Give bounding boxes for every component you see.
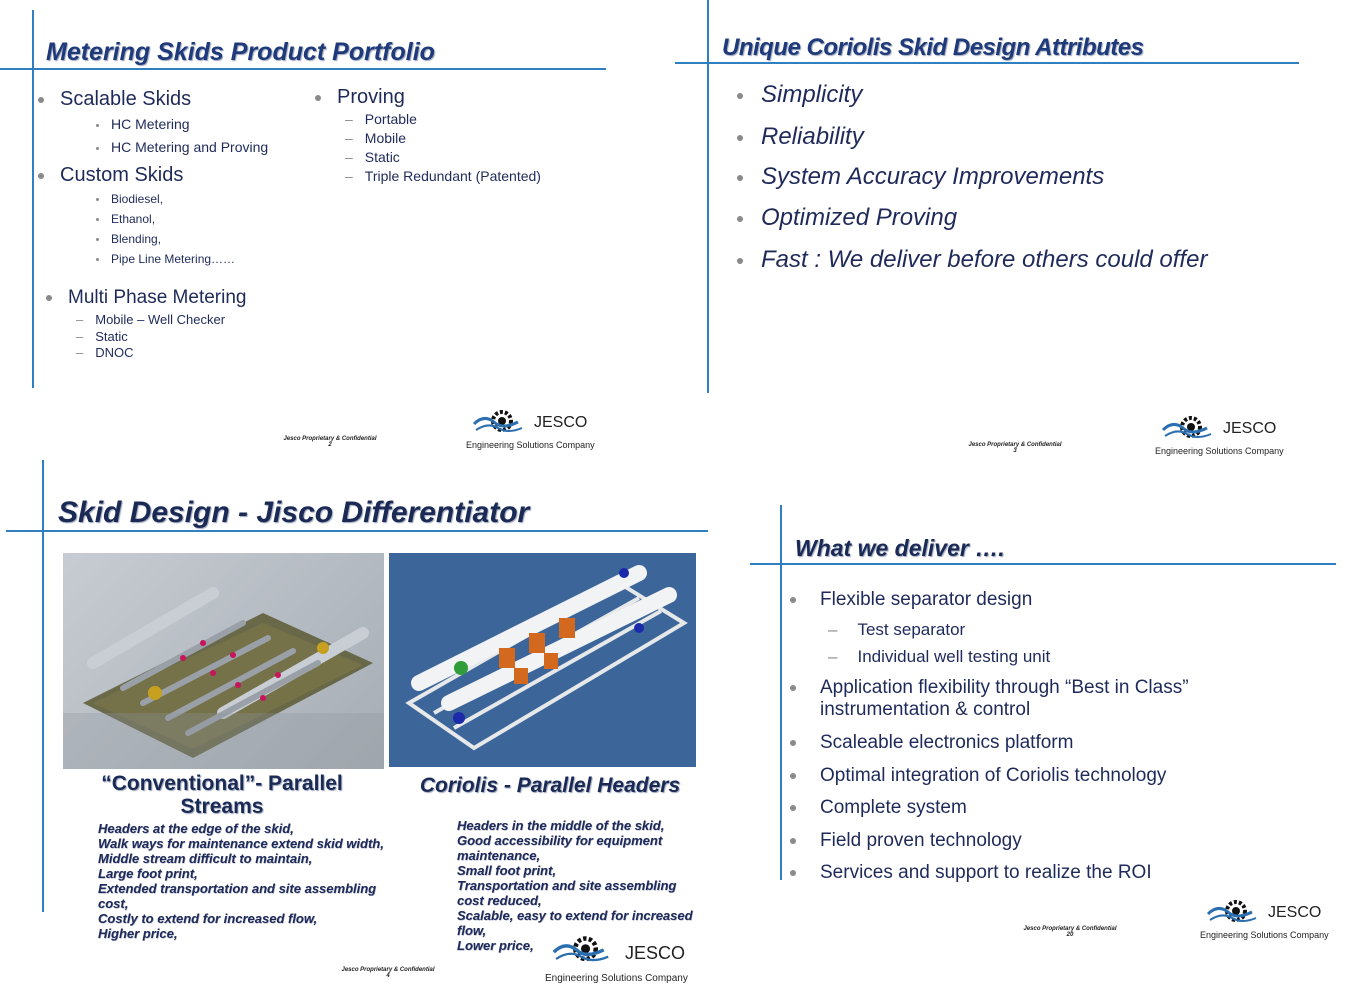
bullet-dot-icon — [38, 173, 44, 179]
bullet-dot-icon — [96, 238, 99, 241]
footer-page-number: 3 — [1013, 448, 1017, 454]
slide4-sub-item: – Individual well testing unit — [828, 647, 1051, 666]
bullet-dot-icon — [737, 216, 743, 222]
dash-icon: – — [76, 312, 84, 327]
slide4-title: What we deliver …. — [795, 535, 1005, 561]
slide1-sub-item: – Mobile — [345, 130, 407, 146]
bullet-dot-icon — [96, 218, 99, 221]
bullet-dot-icon — [790, 685, 796, 691]
footer-page-number: 4 — [386, 973, 390, 979]
conventional-skid-image — [63, 553, 384, 769]
slide4-sub-item: – Test separator — [828, 620, 966, 639]
logo-tagline: Engineering Solutions Company — [1155, 446, 1284, 456]
gear-wave-icon — [1161, 414, 1213, 444]
jesco-logo — [1200, 898, 1350, 948]
jesco-logo — [466, 408, 616, 458]
bullet-dot-icon — [737, 93, 743, 99]
slide1-bullet-multiphase: Multi Phase Metering — [46, 287, 246, 309]
slide4-horizontal-rule — [750, 563, 1336, 565]
slide1-horizontal-rule — [0, 68, 606, 70]
dash-icon: – — [828, 647, 838, 666]
logo-tagline: Engineering Solutions Company — [545, 973, 688, 984]
slide1-bullet-scalable: Scalable Skids — [38, 88, 191, 111]
slide3-footer — [328, 967, 448, 979]
note-line: Transportation and site assembling — [457, 878, 677, 893]
slide2-horizontal-rule — [675, 62, 1299, 64]
slide2-bullet: Optimized Proving — [737, 204, 957, 232]
slide4-bullet: Services and support to realize the ROI — [790, 862, 1152, 884]
dash-icon: – — [345, 149, 353, 165]
note-line: maintenance, — [457, 848, 541, 863]
slide1-sub-item: HC Metering — [96, 116, 190, 132]
slide1-sub-item: – Portable — [345, 111, 417, 127]
bullet-dot-icon — [737, 135, 743, 141]
bullet-dot-icon — [96, 258, 99, 261]
slide4-bullet: Optimal integration of Coriolis technology — [790, 765, 1166, 787]
note-line: Small foot print, — [457, 863, 556, 878]
slide2-vertical-rule — [707, 0, 709, 393]
bullet-dot-icon — [96, 147, 99, 150]
slide4-bullet — [790, 677, 1250, 721]
footer-page-number: 2 — [328, 442, 332, 448]
dash-icon: – — [76, 345, 84, 360]
logo-name: JESCO — [1268, 904, 1322, 921]
logo-name: JESCO — [625, 943, 686, 963]
slide1-sub-item: Ethanol, — [96, 212, 155, 226]
note-line: Middle stream difficult to maintain, — [98, 851, 313, 866]
jesco-logo — [1155, 414, 1305, 464]
slide2-bullet: Simplicity — [737, 81, 862, 109]
footer-confidential: Jesco Proprietary & Confidential — [968, 442, 1062, 448]
skid-render-icon — [63, 553, 384, 769]
slide4-bullet: Complete system — [790, 797, 967, 819]
slide1-bullet-custom: Custom Skids — [38, 164, 183, 187]
note-line: cost, — [98, 896, 129, 911]
dash-icon: – — [345, 111, 353, 127]
bullet-dot-icon — [737, 175, 743, 181]
slide1-sub-item: – Mobile – Well Checker — [76, 312, 226, 327]
slide3-right-caption: Coriolis - Parallel Headers — [419, 774, 681, 797]
bullet-text: Application flexibility through “Best in Class” instrumentation & control — [820, 677, 1189, 720]
slide1-sub-item: Blending, — [96, 232, 161, 246]
coriolis-skid-image — [389, 553, 696, 767]
bullet-dot-icon — [790, 838, 796, 844]
footer-confidential: Jesco Proprietary & Confidential — [341, 967, 435, 973]
bullet-dot-icon — [790, 773, 796, 779]
slide4-vertical-rule — [780, 505, 782, 880]
slide1-sub-item: – Static — [345, 149, 400, 165]
footer-confidential: Jesco Proprietary & Confidential — [1023, 926, 1117, 932]
logo-name: JESCO — [534, 414, 588, 431]
note-line: Higher price, — [98, 926, 178, 941]
slide1-sub-item: – Static — [76, 329, 128, 344]
note-line: Large foot print, — [98, 866, 198, 881]
bullet-dot-icon — [790, 870, 796, 876]
bullet-dot-icon — [38, 97, 44, 103]
slide4-bullet: Field proven technology — [790, 830, 1022, 852]
slide4-footer — [1010, 926, 1130, 938]
footer-confidential: Jesco Proprietary & Confidential — [283, 436, 377, 442]
footer-page-number: 20 — [1066, 932, 1074, 938]
note-line: Costly to extend for increased flow, — [98, 911, 318, 926]
note-line: flow, — [457, 923, 487, 938]
logo-tagline: Engineering Solutions Company — [1200, 930, 1329, 940]
gear-wave-icon — [551, 934, 611, 968]
note-line: Headers at the edge of the skid, — [98, 821, 294, 836]
slide1-footer — [270, 436, 390, 448]
slide2-footer — [955, 442, 1075, 454]
dash-icon: – — [76, 329, 84, 344]
slide4-bullet: Scaleable electronics platform — [790, 732, 1073, 754]
note-line: Lower price, — [457, 938, 534, 953]
dash-icon: – — [345, 168, 353, 184]
logo-tagline: Engineering Solutions Company — [466, 440, 595, 450]
slide1-bullet-proving: Proving — [315, 86, 405, 109]
slide2-title: Unique Coriolis Skid Design Attributes — [722, 34, 1144, 61]
slide3-horizontal-rule — [6, 530, 708, 532]
note-line: Extended transportation and site assembling — [98, 881, 377, 896]
bullet-dot-icon — [790, 597, 796, 603]
bullet-dot-icon — [315, 95, 321, 101]
bullet-dot-icon — [96, 124, 99, 127]
bullet-dot-icon — [96, 198, 99, 201]
slide1-sub-item: – Triple Redundant (Patented) — [345, 168, 541, 184]
bullet-dot-icon — [46, 295, 52, 301]
slide3-title: Skid Design - Jisco Differentiator — [58, 496, 530, 529]
slide2-bullet: Fast : We deliver before others could offer — [737, 246, 1207, 274]
slide4-bullet: Flexible separator design — [790, 589, 1032, 611]
note-line: cost reduced, — [457, 893, 542, 908]
slide1-vertical-rule — [32, 10, 34, 388]
slide2-bullet: System Accuracy Improvements — [737, 163, 1104, 191]
slide1-sub-item: Biodiesel, — [96, 192, 163, 206]
skid-render-icon — [389, 553, 696, 767]
gear-wave-icon — [472, 408, 524, 438]
logo-name: JESCO — [1223, 420, 1277, 437]
note-line: Scalable, easy to extend for increased — [457, 908, 693, 923]
note-line: Walk ways for maintenance extend skid width, — [98, 836, 384, 851]
dash-icon: – — [828, 620, 838, 639]
gear-wave-icon — [1206, 898, 1258, 928]
bullet-dot-icon — [790, 805, 796, 811]
dash-icon: – — [345, 130, 353, 146]
jesco-logo — [545, 934, 705, 984]
slide3-left-caption: “Conventional”- Parallel Streams — [101, 772, 343, 818]
slide3-vertical-rule — [42, 460, 44, 912]
note-line: Headers in the middle of the skid, — [457, 818, 665, 833]
slide3-left-notes — [98, 821, 384, 941]
bullet-dot-icon — [737, 258, 743, 264]
slide1-title: Metering Skids Product Portfolio — [46, 38, 435, 66]
slide3-right-notes — [457, 818, 693, 953]
slide1-sub-item: – DNOC — [76, 345, 134, 360]
bullet-dot-icon — [790, 740, 796, 746]
note-line: Good accessibility for equipment — [457, 833, 663, 848]
slide1-sub-item: HC Metering and Proving — [96, 139, 268, 155]
slide2-bullet: Reliability — [737, 123, 864, 151]
slide1-sub-item: Pipe Line Metering…… — [96, 252, 235, 266]
